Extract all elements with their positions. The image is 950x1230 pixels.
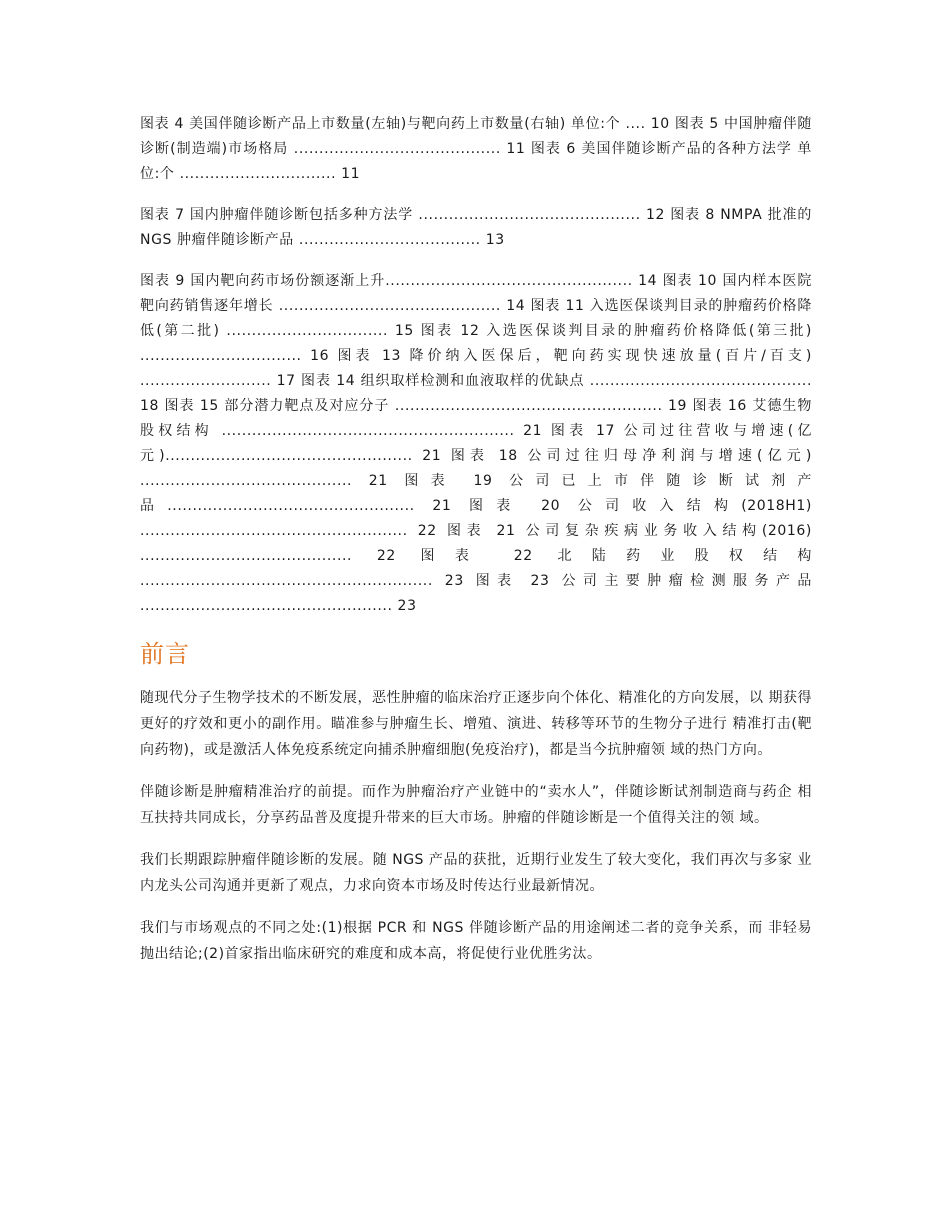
section-title: 前言 [140,640,190,668]
paragraph: 伴随诊断是肿瘤精准治疗的前提。而作为肿瘤治疗产业链中的“卖水人”，伴随诊断试剂制造商与药企 相互扶持共同成长，分享药品普及度提升带来的巨大市场。肿瘤的伴随诊断是一个值得关注的领 域。 [140,784,812,826]
toc-entry-group: 图表 9 国内靶向药市场份额逐渐上升................................................. 14 图表 10 国内样本医院靶向药销售逐年增长 ............................................ 14 图表 11 入选医保谈判目录的肿瘤药价格降低(第二批) ................................ 15 图表 12 入选医保谈判目录的肿瘤药价格降低(第三批) ................................ 16 图表 13 降价纳入医保后，靶向药实现快速放量(百片/百支) .......................... 17 图表 14 组织取样检测和血液取样的优缺点 ............................................ 18 图表 15 部分潜力靶点及对应分子 ..................................................... 19 图表 16 艾德生物股权结构 .......................................................... 21 图表 17 公司过往营收与增速(亿元)................................................. 21 图表 18 公司过往归母净利润与增速(亿元) .......................................... 21 图表 19 公司已上市伴随诊断试剂产品................................................. 21 图表 20 公司收入结构(2018H1) ..................................................... 22 图表 21 公司复杂疾病业务收入结构(2016) .......................................... 22 图表 22 北陆药业股权结构 .......................................................... 23 图表 23 公司主要肿瘤检测服务产品 .................................................. 23 [140,273,812,614]
document-page [140,112,812,983]
paragraph: 我们长期跟踪肿瘤伴随诊断的发展。随 NGS 产品的获批，近期行业发生了较大变化，我们再次与多家 业内龙头公司沟通并更新了观点，力求向资本市场及时传达行业最新情况。 [140,852,812,894]
toc-entry-group: 图表 7 国内肿瘤伴随诊断包括多种方法学 ............................................ 12 图表 8 NMPA 批准的 NGS 肿瘤伴随诊断产品 .................................... 13 [140,207,812,248]
paragraph: 我们与市场观点的不同之处:(1)根据 PCR 和 NGS 伴随诊断产品的用途阐述二者的竞争关系，而 非轻易抛出结论;(2)首家指出临床研究的难度和成本高，将促使行业优胜劣汰。 [140,920,812,962]
preface-body [140,685,812,967]
toc-entry-group: 图表 4 美国伴随诊断产品上市数量(左轴)与靶向药上市数量(右轴) 单位:个 .... 10 图表 5 中国肿瘤伴随诊断(制造端)市场格局 ......................................... 11 图表 6 美国伴随诊断产品的各种方法学 单位:个 ............................... 11 [140,116,812,182]
table-of-figures [140,112,812,619]
paragraph: 随现代分子生物学技术的不断发展，恶性肿瘤的临床治疗正逐步向个体化、精准化的方向发展，以 期获得更好的疗效和更小的副作用。瞄准参与肿瘤生长、增殖、演进、转移等环节的生物分子进行 精准打击(靶向药物)，或是激活人体免疫系统定向捕杀肿瘤细胞(免疫治疗)，都是当今抗肿瘤领 域的热门方向。 [140,690,812,758]
